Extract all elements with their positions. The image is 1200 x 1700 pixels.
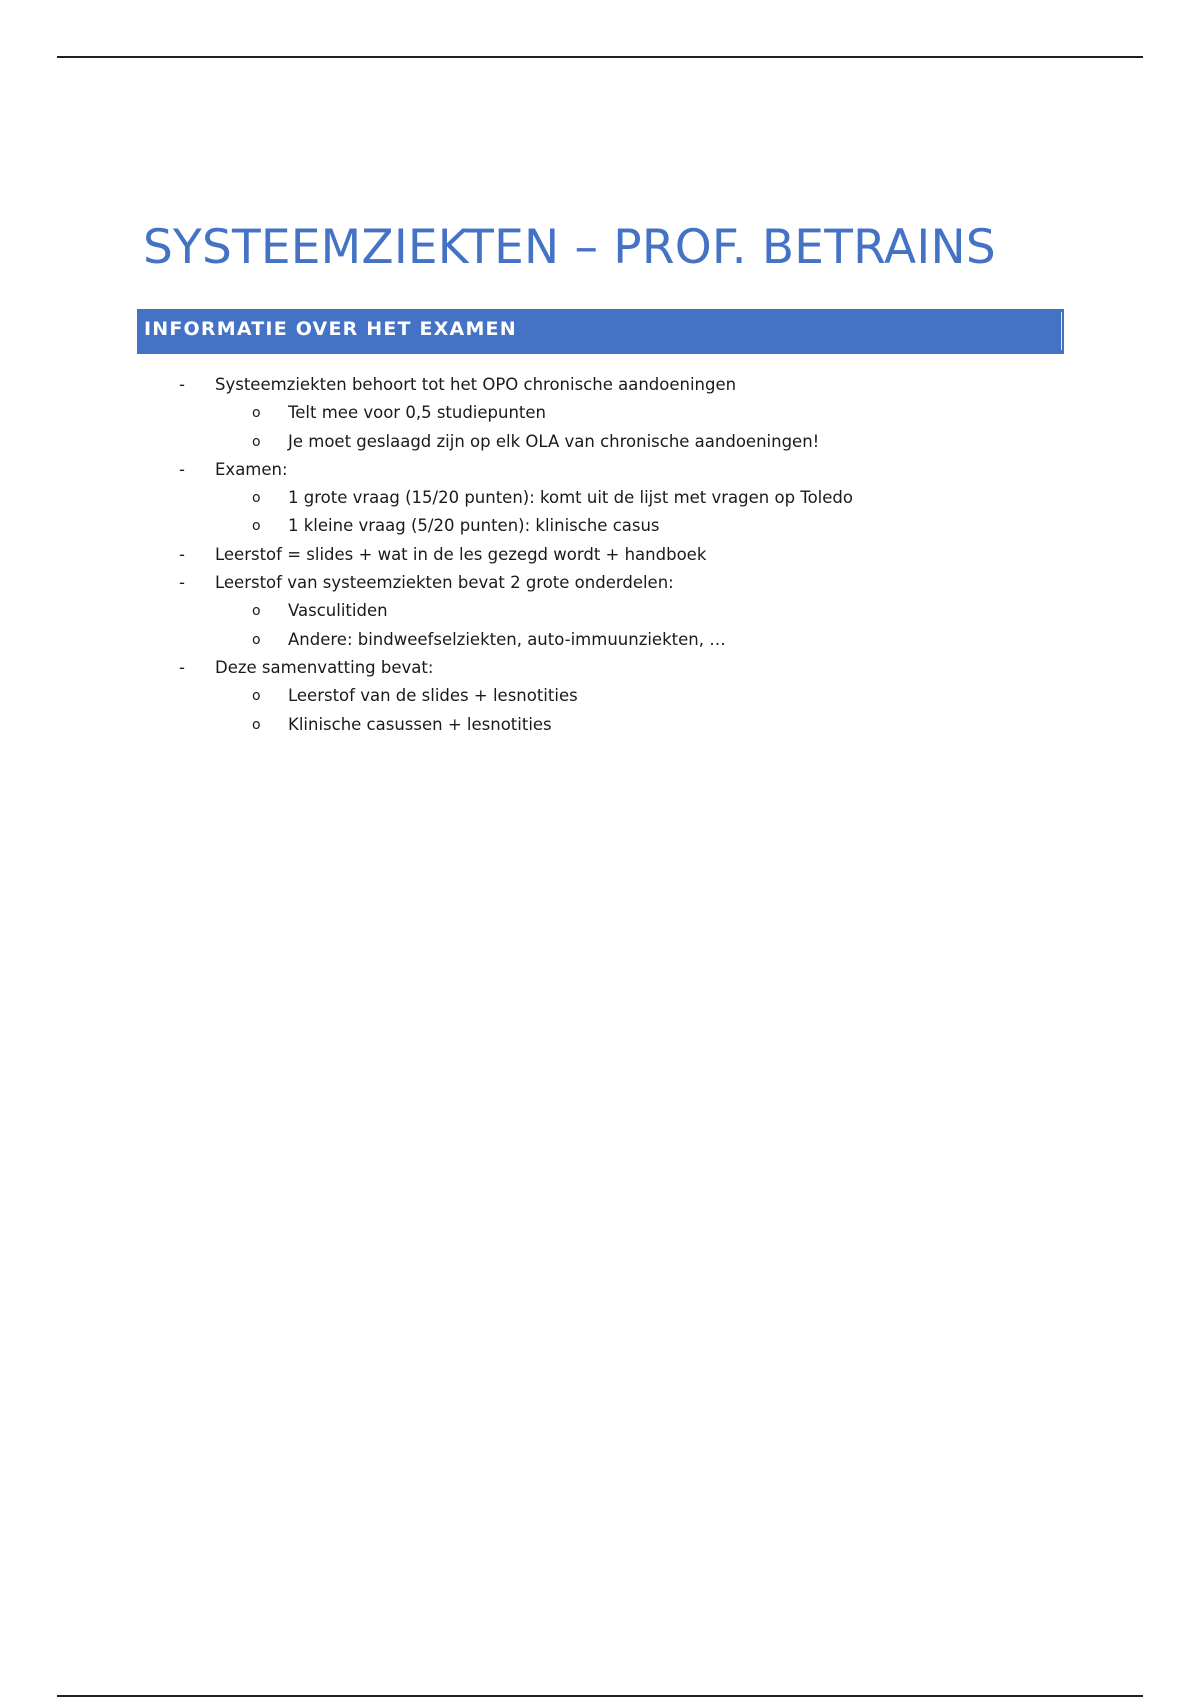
list-item: [0, 484, 1200, 512]
list-item-text: Vasculitiden: [288, 601, 388, 621]
list-item: [0, 654, 1200, 682]
circle-bullet-icon: o: [252, 688, 261, 705]
list-item-text: Klinische casussen + lesnotities: [288, 714, 552, 734]
list-item-text: Je moet geslaagd zijn op elk OLA van chronische aandoeningen!: [288, 431, 820, 451]
list-item-text: 1 kleine vraag (5/20 punten): klinische casus: [288, 516, 660, 536]
list-item: [0, 711, 1200, 739]
list-item: [0, 428, 1200, 456]
list-item-text: Deze samenvatting bevat:: [215, 657, 434, 677]
list-item-text: Andere: bindweefselziekten, auto-immuunziekten, …: [288, 629, 726, 649]
circle-bullet-icon: o: [252, 490, 261, 507]
dash-bullet-icon: -: [179, 459, 185, 479]
list-item: [0, 371, 1200, 399]
section-bar-edge: [1061, 312, 1062, 350]
list-item-text: Telt mee voor 0,5 studiepunten: [288, 403, 547, 423]
list-item: [0, 541, 1200, 569]
dash-bullet-icon: -: [179, 544, 185, 564]
list-item-text: Examen:: [215, 459, 288, 479]
circle-bullet-icon: o: [252, 518, 261, 535]
circle-bullet-icon: o: [252, 405, 261, 422]
section-heading-bar: [137, 309, 1064, 354]
list-item: [0, 626, 1200, 654]
list-item-text: 1 grote vraag (15/20 punten): komt uit de lijst met vragen op Toledo: [288, 488, 853, 508]
list-item-text: Leerstof = slides + wat in de les gezegd wordt + handboek: [215, 544, 707, 564]
list-item: [0, 399, 1200, 427]
list-item-text: Leerstof van systeemziekten bevat 2 grote onderdelen:: [215, 573, 674, 593]
circle-bullet-icon: o: [252, 716, 261, 733]
list-item: [0, 597, 1200, 625]
list-item: [0, 456, 1200, 484]
list-item-text: Systeemziekten behoort tot het OPO chronische aandoeningen: [215, 375, 737, 394]
bullet-list: [0, 371, 1200, 739]
circle-bullet-icon: o: [252, 603, 261, 620]
document-title: SYSTEEMZIEKTEN – PROF. BETRAINS: [143, 220, 996, 275]
list-item: [0, 512, 1200, 540]
list-item-text: Leerstof van de slides + lesnotities: [288, 686, 578, 706]
dash-bullet-icon: -: [179, 657, 185, 677]
list-item: [0, 682, 1200, 710]
circle-bullet-icon: o: [252, 433, 261, 450]
dash-bullet-icon: -: [179, 375, 185, 394]
list-item: [0, 569, 1200, 597]
dash-bullet-icon: -: [179, 573, 185, 593]
circle-bullet-icon: o: [252, 631, 261, 648]
header-rule: [57, 56, 1143, 58]
footer-rule: [57, 1695, 1143, 1697]
section-heading: INFORMATIE OVER HET EXAMEN: [144, 318, 517, 340]
